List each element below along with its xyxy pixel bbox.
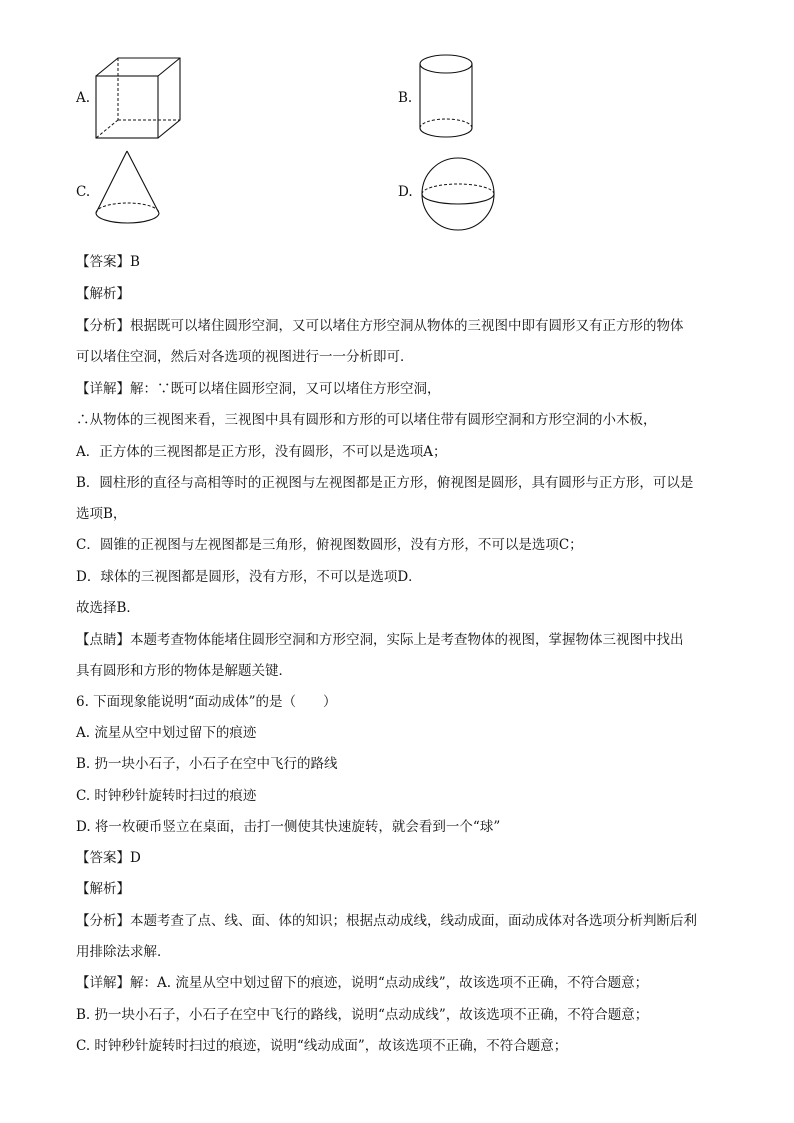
q5-detail-line1: 【详解】解：∵既可以堵住圆形空洞，又可以堵住方形空洞， — [76, 381, 441, 397]
q5-detail-d: D．球体的三视图都是圆形，没有方形，不可以是选项D． — [76, 569, 422, 585]
q5-comment-line2: 具有圆形和方形的物体是解题关键． — [76, 663, 292, 679]
q6-option-d: D. 将一枚硬币竖立在桌面，击打一侧使其快速旋转，就会看到一个“球” — [76, 819, 501, 835]
q5-analysis-line1: 【分析】根据既可以堵住圆形空洞，又可以堵住方形空洞从物体的三视图中即有圆形又有正方形的物体 — [76, 318, 684, 334]
q5-detail-c: C．圆锥的正视图与左视图都是三角形，俯视图数圆形，没有方形，不可以是选项C； — [76, 537, 583, 553]
q5-analysis-line2: 可以堵住空洞，然后对各选项的视图进行一一分析即可． — [76, 349, 414, 365]
cylinder-figure — [418, 54, 474, 140]
q6-answer — [76, 846, 141, 866]
option-d-label: D. — [398, 184, 413, 200]
cone-figure — [94, 150, 162, 234]
q6-answer-label: 【答案】 — [76, 850, 130, 866]
option-a-label: A. — [76, 90, 91, 106]
q5-answer-label: 【答案】 — [76, 254, 130, 270]
q5-comment-line1: 【点睛】本题考查物体能堵住圆形空洞和方形空洞，实际上是考查物体的视图，掌握物体三视图中找出 — [76, 632, 684, 648]
q6-detail-b: B. 扔一块小石子，小石子在空中飞行的路线，说明“点动成线”，故该选项不正确，不符合题意； — [76, 1007, 649, 1023]
option-b-label: B. — [398, 90, 413, 106]
q5-detail-b2: 选项B， — [76, 506, 127, 522]
q5-detail-line2: ∴从物体的三视图来看，三视图中具有圆形和方形的可以堵住带有圆形空洞和方形空洞的小木板， — [76, 412, 657, 428]
q6-answer-value: D — [130, 850, 141, 866]
q5-conclusion: 故选择B． — [76, 600, 140, 616]
q6-option-c: C. 时钟秒针旋转时扫过的痕迹 — [76, 788, 257, 804]
q5-answer — [76, 250, 140, 270]
cube-figure — [94, 56, 184, 140]
q5-detail-a: A．正方体的三视图都是正方形，没有圆形，不可以是选项A； — [76, 444, 447, 460]
q5-analysis-heading: 【解析】 — [76, 286, 130, 302]
q6-analysis-line1: 【分析】本题考查了点、线、面、体的知识；根据点动成线，线动成面，面动成体对各选项分析判断后利 — [76, 913, 697, 929]
q5-detail-b1: B．圆柱形的直径与高相等时的正视图与左视图都是正方形，俯视图是圆形，具有圆形与正方形，可以是 — [76, 475, 694, 491]
q6-option-a: A. 流星从空中划过留下的痕迹 — [76, 725, 257, 741]
q6-option-b: B. 扔一块小石子，小石子在空中飞行的路线 — [76, 756, 338, 772]
sphere-figure — [420, 156, 496, 232]
q5-answer-value: B — [130, 254, 140, 270]
q6-analysis-heading: 【解析】 — [76, 881, 130, 897]
q6-analysis-line2: 用排除法求解． — [76, 944, 171, 960]
option-c-label: C. — [76, 184, 91, 200]
q6-detail-a: 【详解】解：A. 流星从空中划过留下的痕迹，说明“点动成线”，故该选项不正确，不符合题意； — [76, 975, 649, 991]
q6-detail-c: C. 时钟秒针旋转时扫过的痕迹，说明“线动成面”，故该选项不正确，不符合题意； — [76, 1038, 568, 1054]
q6-stem: 6. 下面现象能说明“面动成体”的是（ ） — [76, 694, 337, 710]
